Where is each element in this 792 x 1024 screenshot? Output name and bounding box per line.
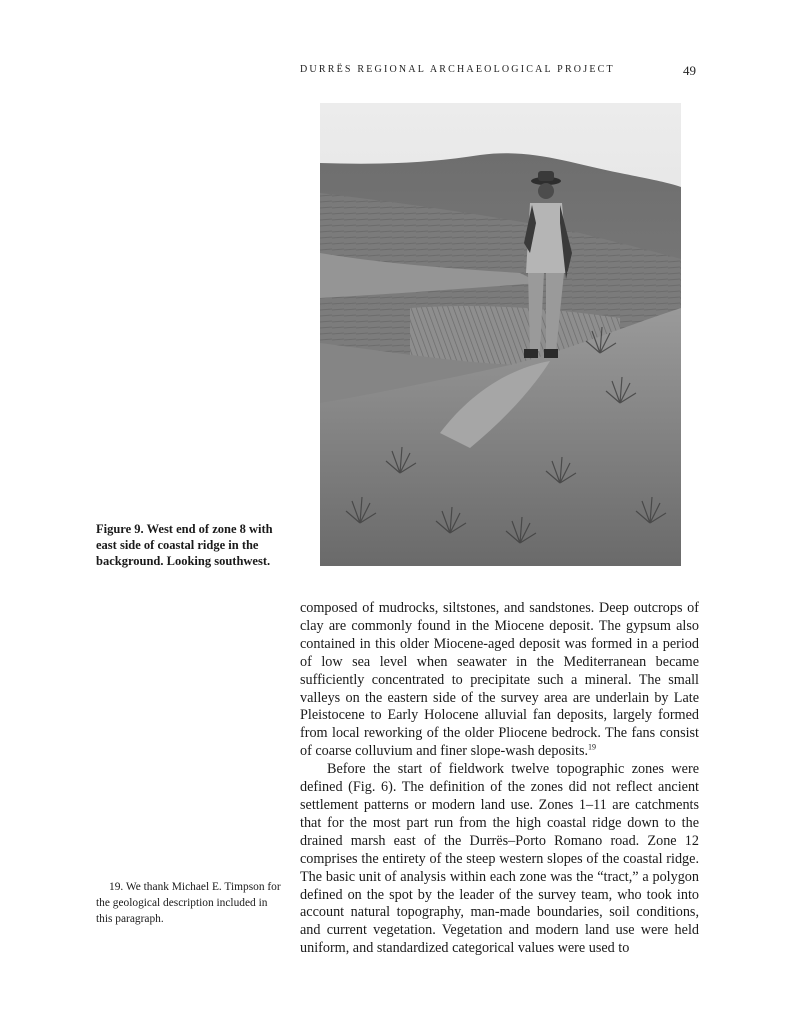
footnote [96, 880, 286, 927]
figure-caption: Figure 9. West end of zone 8 with east side of coastal ridge in the background. Looking southwest. [96, 522, 273, 568]
body-text [300, 600, 699, 958]
running-title: DURRËS REGIONAL ARCHAEOLOGICAL PROJECT [300, 64, 615, 75]
figure-9-photograph [320, 103, 681, 566]
paragraph [300, 600, 699, 761]
footnote-number: 19. [109, 881, 124, 893]
footnote-reference: 19 [588, 742, 597, 752]
paragraph-text: composed of mudrocks, siltstones, and sandstones. Deep outcrops of clay are commonly found in the Miocene deposit. The gypsum also contained in this older Miocene-aged deposit was formed in a period of low sea level when seawater in the Mediterranean became sufficiently concentrated to precipitate such a mineral. The small valleys on the eastern side of the survey area are underlain by Late Pleistocene to Early Holocene alluvial fan deposits, largely formed from local reworking of the older Pliocene bedrock. The fans consist of coarse colluvium and finer slope-wash deposits. [300, 600, 699, 760]
paragraph: Before the start of fieldwork twelve topographic zones were defined (Fig. 6). The definition of the zones did not reflect ancient settlement patterns or modern land use. Zones 1–11 are catchments that for the most part run from the high coastal ridge down to the drained marsh east of the Durrës–Porto Romano road. Zone 12 comprises the entirety of the steep western slopes of the coastal ridge. The basic unit of analysis within each zone was the “tract,” a polygon defined on the spot by the leader of the survey team, who took into account natural topography, man-made boundaries, soil conditions, and current vegetation. Vegetation and modern land use were held uniform, and standardized categorical values were used to [300, 761, 699, 957]
page-number: 49 [683, 63, 696, 78]
footnote-text: We thank Michael E. Timpson for the geological description included in this paragraph. [96, 881, 281, 925]
